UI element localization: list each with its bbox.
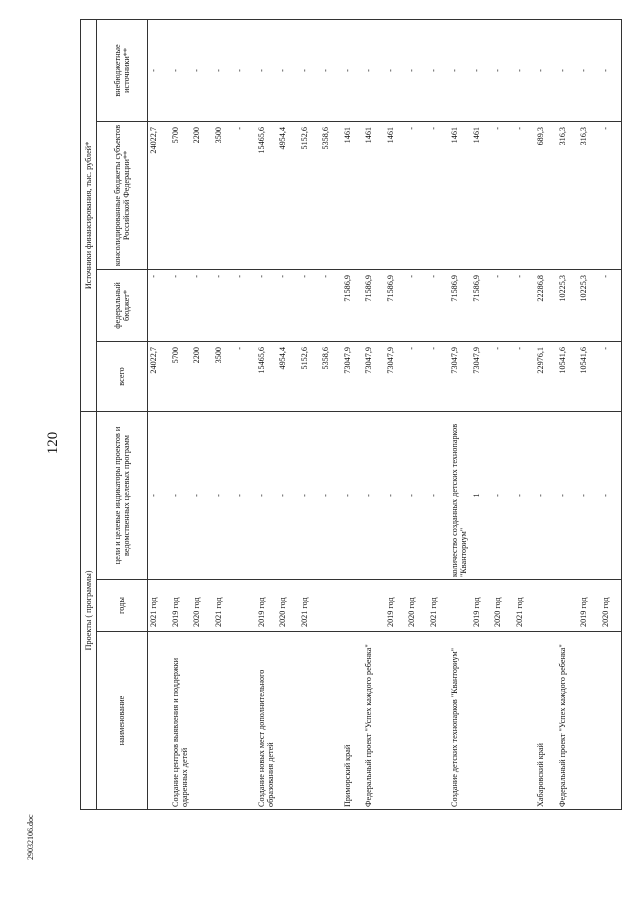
col-header-federal: федеральный бюджет* — [97, 269, 148, 341]
cell-total: 73047,9 — [342, 341, 364, 411]
cell-extrabudget: - — [535, 19, 557, 121]
table-row — [299, 19, 321, 809]
col-header-extrabudget: внебюджетные источники** — [97, 19, 148, 121]
cell-consolidated: 1461 — [449, 121, 471, 269]
cell-consolidated: 4954,4 — [277, 121, 299, 269]
cell-name — [406, 632, 428, 810]
cell-extrabudget: - — [213, 19, 235, 121]
table-row — [148, 19, 170, 809]
col-header-goals: цели и целевые индикаторы проектов и ведомственных целевых программ — [97, 411, 148, 579]
cell-federal: 71586,9 — [342, 269, 364, 341]
cell-goal: количество созданных детских технопарков "Кванториум" — [449, 411, 471, 579]
cell-year: 2021 год — [428, 580, 450, 632]
table-row — [557, 19, 579, 809]
cell-name: Федеральный проект "Успех каждого ребенка" — [363, 632, 385, 810]
cell-goal: - — [277, 411, 299, 579]
table-row — [342, 19, 364, 809]
cell-extrabudget: - — [256, 19, 278, 121]
cell-total: - — [406, 341, 428, 411]
cell-extrabudget: - — [191, 19, 213, 121]
cell-total: - — [514, 341, 536, 411]
cell-federal: - — [406, 269, 428, 341]
cell-name — [191, 632, 213, 810]
cell-extrabudget: - — [492, 19, 514, 121]
cell-goal: - — [234, 411, 256, 579]
rotated-table-wrapper — [80, 20, 610, 810]
cell-goal: - — [256, 411, 278, 579]
table-row — [191, 19, 213, 809]
cell-goal: - — [385, 411, 407, 579]
cell-year — [557, 580, 579, 632]
cell-federal: - — [492, 269, 514, 341]
cell-goal: - — [535, 411, 557, 579]
cell-consolidated: 316,3 — [578, 121, 600, 269]
cell-goal: - — [600, 411, 622, 579]
cell-federal: 22286,8 — [535, 269, 557, 341]
cell-consolidated: 1461 — [385, 121, 407, 269]
cell-name — [600, 632, 622, 810]
cell-total: 73047,9 — [449, 341, 471, 411]
cell-name — [578, 632, 600, 810]
cell-extrabudget: - — [170, 19, 192, 121]
cell-name — [385, 632, 407, 810]
cell-total: 10541,6 — [557, 341, 579, 411]
cell-extrabudget: - — [428, 19, 450, 121]
cell-total: 10541,6 — [578, 341, 600, 411]
table-body — [148, 19, 622, 809]
cell-goal: - — [492, 411, 514, 579]
cell-name: Создание центров выявления и поддержки одаренных детей — [170, 632, 192, 810]
cell-total: - — [600, 341, 622, 411]
cell-name — [213, 632, 235, 810]
cell-consolidated: 1461 — [471, 121, 493, 269]
cell-goal: - — [213, 411, 235, 579]
cell-federal: - — [148, 269, 170, 341]
cell-name — [471, 632, 493, 810]
projects-group-header: Проекты ( программы) — [81, 411, 97, 809]
cell-total: 73047,9 — [363, 341, 385, 411]
cell-year: 2019 год — [385, 580, 407, 632]
cell-federal: 71586,9 — [385, 269, 407, 341]
cell-extrabudget: - — [363, 19, 385, 121]
cell-goal: - — [578, 411, 600, 579]
cell-year — [363, 580, 385, 632]
cell-federal: - — [514, 269, 536, 341]
cell-goal: - — [148, 411, 170, 579]
cell-name — [148, 632, 170, 810]
cell-year: 2019 год — [256, 580, 278, 632]
cell-federal: - — [170, 269, 192, 341]
cell-total: 22976,1 — [535, 341, 557, 411]
cell-name: Хабаровский край — [535, 632, 557, 810]
cell-name — [320, 632, 342, 810]
cell-consolidated: 5700 — [170, 121, 192, 269]
cell-name: Приморский край — [342, 632, 364, 810]
cell-goal: - — [363, 411, 385, 579]
cell-year — [320, 580, 342, 632]
cell-federal: - — [191, 269, 213, 341]
cell-consolidated: 1461 — [342, 121, 364, 269]
table-row — [514, 19, 536, 809]
cell-federal: 71586,9 — [363, 269, 385, 341]
cell-name: Создание новых мест дополнительного образования детей — [256, 632, 278, 810]
cell-year: 2020 год — [277, 580, 299, 632]
cell-federal: 71586,9 — [449, 269, 471, 341]
cell-consolidated: 316,3 — [557, 121, 579, 269]
cell-total: - — [234, 341, 256, 411]
cell-extrabudget: - — [234, 19, 256, 121]
cell-year — [234, 580, 256, 632]
cell-total: 73047,9 — [471, 341, 493, 411]
cell-year: 2021 год — [299, 580, 321, 632]
table-row — [535, 19, 557, 809]
col-header-total: всего — [97, 341, 148, 411]
cell-total: 2200 — [191, 341, 213, 411]
cell-extrabudget: - — [320, 19, 342, 121]
cell-consolidated: 689,3 — [535, 121, 557, 269]
cell-federal: - — [320, 269, 342, 341]
cell-consolidated: 3500 — [213, 121, 235, 269]
table-row — [256, 19, 278, 809]
table-row — [428, 19, 450, 809]
cell-total: - — [492, 341, 514, 411]
cell-extrabudget: - — [406, 19, 428, 121]
funding-group-header: Источники финансирования, тыс. рублей* — [81, 19, 97, 411]
cell-federal: - — [299, 269, 321, 341]
cell-federal: - — [428, 269, 450, 341]
cell-year: 2020 год — [191, 580, 213, 632]
cell-year — [342, 580, 364, 632]
table-row — [600, 19, 622, 809]
table-row — [320, 19, 342, 809]
cell-total: 24022,7 — [148, 341, 170, 411]
cell-federal: 10225,3 — [557, 269, 579, 341]
cell-extrabudget: - — [148, 19, 170, 121]
cell-federal: - — [600, 269, 622, 341]
cell-total: 15465,6 — [256, 341, 278, 411]
cell-extrabudget: - — [342, 19, 364, 121]
cell-name — [492, 632, 514, 810]
cell-total: 5152,6 — [299, 341, 321, 411]
col-header-consolidated: консолидированные бюджеты субъектов Российской Федерации** — [97, 121, 148, 269]
cell-year: 2021 год — [148, 580, 170, 632]
table-row — [170, 19, 192, 809]
table-row — [213, 19, 235, 809]
cell-consolidated: 5152,6 — [299, 121, 321, 269]
cell-year — [449, 580, 471, 632]
table-row — [234, 19, 256, 809]
cell-year: 2019 год — [578, 580, 600, 632]
cell-goal: - — [557, 411, 579, 579]
cell-extrabudget: - — [277, 19, 299, 121]
cell-goal: - — [320, 411, 342, 579]
cell-extrabudget: - — [514, 19, 536, 121]
cell-total: 73047,9 — [385, 341, 407, 411]
cell-year: 2019 год — [170, 580, 192, 632]
table-row — [449, 19, 471, 809]
cell-extrabudget: - — [299, 19, 321, 121]
cell-goal: - — [406, 411, 428, 579]
cell-consolidated: 24022,7 — [148, 121, 170, 269]
cell-consolidated: 15465,6 — [256, 121, 278, 269]
cell-goal: - — [514, 411, 536, 579]
col-header-years: годы — [97, 580, 148, 632]
cell-extrabudget: - — [578, 19, 600, 121]
cell-federal: - — [234, 269, 256, 341]
cell-total: - — [428, 341, 450, 411]
col-header-name: наименование — [97, 632, 148, 810]
cell-consolidated: - — [514, 121, 536, 269]
cell-goal: 1 — [471, 411, 493, 579]
cell-name — [514, 632, 536, 810]
cell-extrabudget: - — [557, 19, 579, 121]
table-row — [471, 19, 493, 809]
cell-name — [277, 632, 299, 810]
cell-total: 4954,4 — [277, 341, 299, 411]
cell-extrabudget: - — [471, 19, 493, 121]
cell-federal: 10225,3 — [578, 269, 600, 341]
cell-federal: - — [213, 269, 235, 341]
cell-federal: 71586,9 — [471, 269, 493, 341]
cell-federal: - — [277, 269, 299, 341]
cell-extrabudget: - — [385, 19, 407, 121]
funding-table — [80, 19, 622, 810]
cell-goal: - — [428, 411, 450, 579]
cell-consolidated: - — [600, 121, 622, 269]
cell-consolidated: - — [406, 121, 428, 269]
cell-consolidated: - — [234, 121, 256, 269]
cell-name: Федеральный проект "Успех каждого ребенка" — [557, 632, 579, 810]
table-row — [385, 19, 407, 809]
cell-name — [234, 632, 256, 810]
table-row — [492, 19, 514, 809]
cell-year: 2021 год — [213, 580, 235, 632]
cell-total: 5700 — [170, 341, 192, 411]
cell-name — [299, 632, 321, 810]
cell-name — [428, 632, 450, 810]
page-number: 120 — [45, 431, 61, 455]
cell-year: 2021 год — [514, 580, 536, 632]
cell-consolidated: 2200 — [191, 121, 213, 269]
cell-federal: - — [256, 269, 278, 341]
cell-consolidated: - — [428, 121, 450, 269]
cell-consolidated: 5358,6 — [320, 121, 342, 269]
cell-year — [535, 580, 557, 632]
cell-extrabudget: - — [600, 19, 622, 121]
cell-goal: - — [191, 411, 213, 579]
cell-year: 2020 год — [600, 580, 622, 632]
cell-name: Создание детских технопарков "Кванториум" — [449, 632, 471, 810]
cell-consolidated: 1461 — [363, 121, 385, 269]
cell-consolidated: - — [492, 121, 514, 269]
cell-total: 3500 — [213, 341, 235, 411]
table-row — [277, 19, 299, 809]
footer-file-code: 29032106.doc — [26, 814, 35, 860]
cell-year: 2020 год — [406, 580, 428, 632]
cell-goal: - — [299, 411, 321, 579]
table-row — [406, 19, 428, 809]
cell-year: 2020 год — [492, 580, 514, 632]
cell-extrabudget: - — [449, 19, 471, 121]
cell-year: 2019 год — [471, 580, 493, 632]
table-row — [363, 19, 385, 809]
cell-total: 5358,6 — [320, 341, 342, 411]
table-row — [578, 19, 600, 809]
cell-goal: - — [170, 411, 192, 579]
cell-goal: - — [342, 411, 364, 579]
